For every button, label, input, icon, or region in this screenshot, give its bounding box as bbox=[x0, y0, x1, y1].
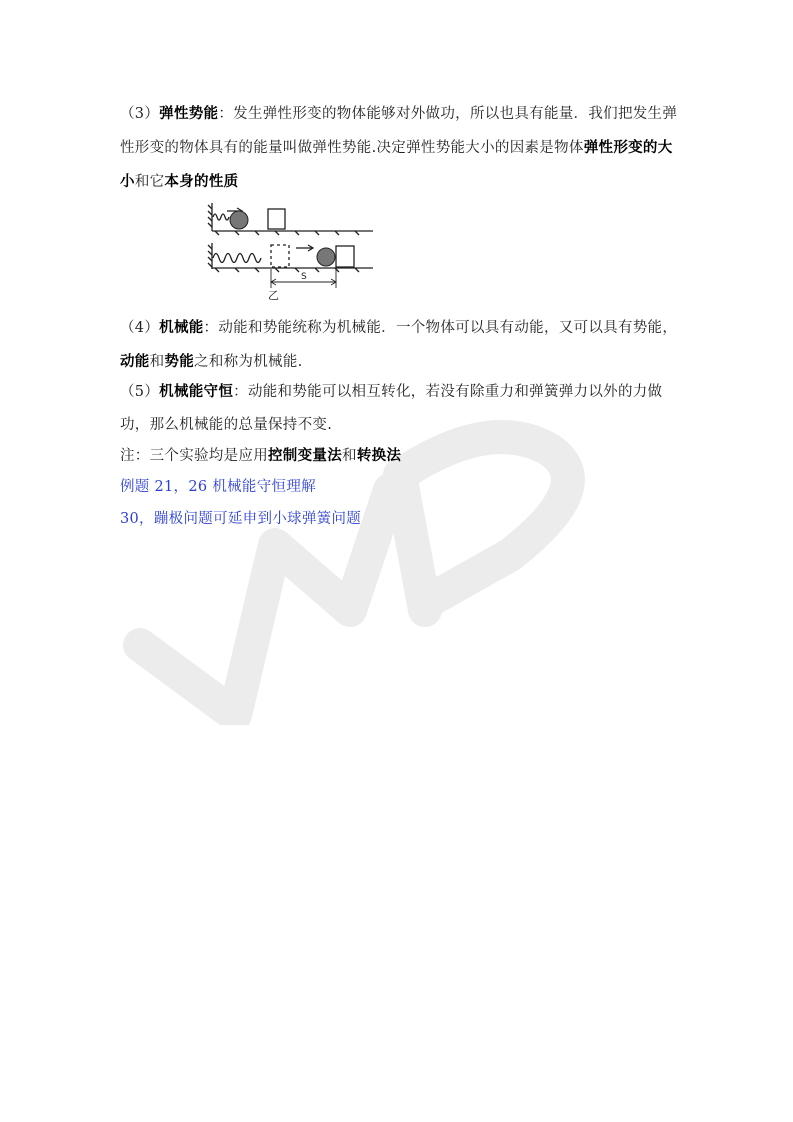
example-note-1: 例题 21，26 机械能守恒理解 bbox=[120, 479, 316, 495]
bold-conversion: 转换法 bbox=[356, 447, 402, 464]
term-elastic-potential-energy: 弹性势能 bbox=[159, 105, 219, 122]
term-conservation: 机械能守恒 bbox=[159, 383, 234, 400]
separator: ： bbox=[233, 384, 248, 400]
paragraph-mechanical-energy bbox=[120, 311, 680, 379]
note-prefix: 注：三个实验均是应用 bbox=[120, 448, 268, 464]
bold-kinetic: 动能 bbox=[120, 353, 150, 370]
separator: ： bbox=[218, 106, 234, 122]
spring-ball-figure bbox=[205, 195, 380, 305]
connector: 和 bbox=[342, 448, 357, 464]
connector: 和它 bbox=[134, 174, 165, 190]
bold-deformation: 弹性形变的大小 bbox=[120, 139, 673, 190]
separator: ： bbox=[203, 320, 219, 336]
note-line bbox=[120, 439, 680, 473]
example-note-2: 30，蹦极问题可延申到小球弹簧问题 bbox=[120, 511, 362, 527]
paragraph-body: 动能和势能可以相互转化，若没有除重力和弹簧弹力以外的力做功，那么机械能的总量保持不变. bbox=[120, 384, 663, 433]
paragraph-tail: 之和称为机械能. bbox=[194, 354, 303, 370]
term-mechanical-energy: 机械能 bbox=[159, 319, 204, 336]
bold-potential: 势能 bbox=[164, 353, 195, 370]
item-number: （5） bbox=[120, 384, 160, 400]
item-number: （3） bbox=[120, 106, 160, 122]
connector: 和 bbox=[149, 354, 165, 370]
bold-material: 本身的性质 bbox=[164, 173, 239, 190]
ball-top bbox=[230, 211, 248, 229]
paragraph-body: 发生弹性形变的物体能够对外做功，所以也具有能量．我们把发生弹性形变的物体具有的能量叫做弹性势能.决定弹性势能大小的因素是物体 bbox=[120, 106, 678, 156]
paragraph-body: 动能和势能统称为机械能．一个物体可以具有动能，又可以具有势能， bbox=[218, 320, 678, 336]
label-s: S bbox=[301, 272, 307, 282]
paragraph-conservation bbox=[120, 375, 680, 442]
label-yi: 乙 bbox=[268, 289, 279, 302]
paragraph-elastic-potential-energy bbox=[120, 97, 680, 199]
ball-bottom bbox=[317, 248, 335, 266]
bold-control-variable: 控制变量法 bbox=[268, 447, 342, 464]
item-number: （4） bbox=[120, 320, 160, 336]
